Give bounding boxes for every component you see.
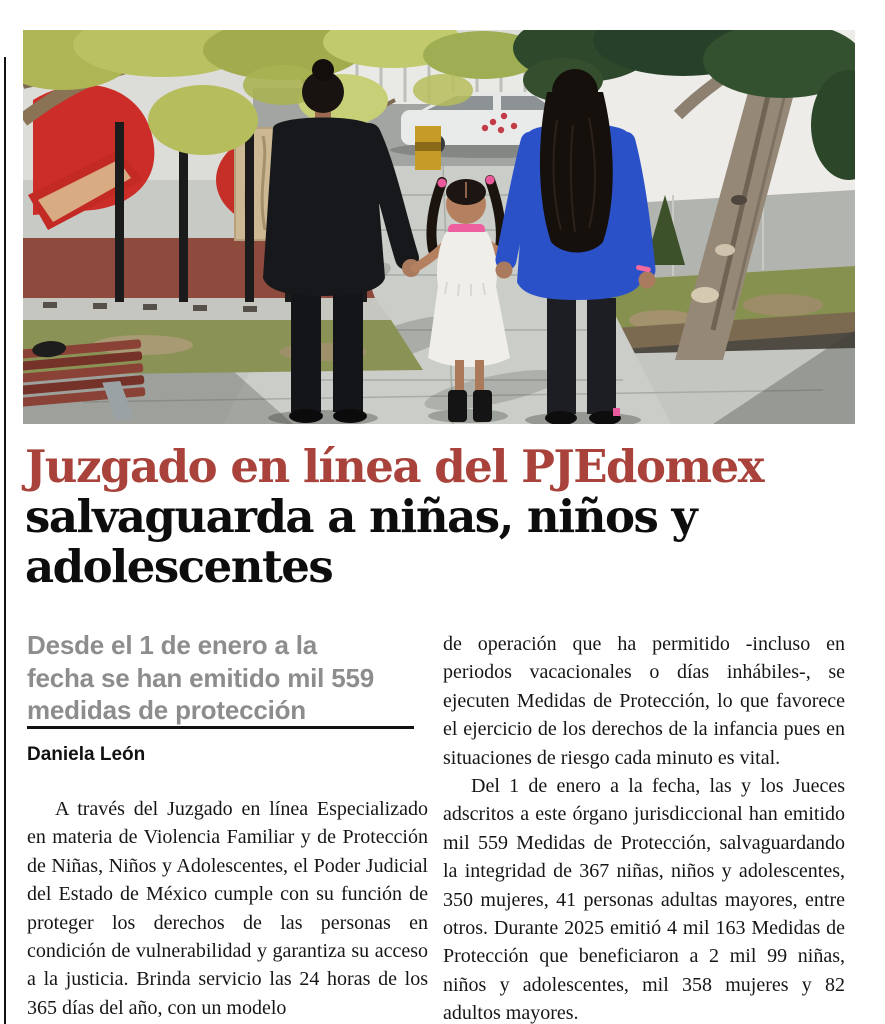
byline-divider (27, 726, 414, 729)
article-photo (23, 30, 855, 424)
headline (25, 442, 857, 592)
byline: Daniela León (27, 744, 146, 765)
left-border-line (4, 57, 6, 1024)
body-column-left (27, 795, 428, 1024)
body-paragraph-3: Del 1 de enero a la fecha, las y los Jueces adscritos a este órgano jurisdiccional han emitido mil 559 Medidas de Protección, salvaguardando la integridad de 367 niñas, niños y adolescentes, 350 mujeres, 41 personas adultas mayores, entre otros. Durante 2025 emitió 4 mil 163 Medidas de Protección que beneficiaron a 2 mil 99 niñas, niños y adolescentes, mil 358 mujeres y 82 adultos mayores. (443, 775, 845, 1024)
subheadline (27, 629, 427, 727)
headline-red-line: Juzgado en línea del PJEdomex (25, 440, 764, 493)
body-paragraph-2: de operación que ha permitido -incluso en periodos vacacionales o días inhábiles-, se ejecuten Medidas de Protección, lo que favorece el ejercicio de los derechos de la infancia pues en situaciones de riesgo cada minuto es vital. (443, 633, 845, 769)
subheadline-line-1: Desde el 1 de enero a la (27, 630, 318, 660)
headline-black-line: salvaguarda a niñas, niños y adolescentes (25, 490, 697, 593)
subheadline-line-2: fecha se han emitido mil 559 (27, 662, 374, 693)
body-column-right (443, 630, 845, 1024)
body-paragraph-1: A través del Juzgado en línea Especializado en materia de Violencia Familiar y de Protección de Niñas, Niños y Adolescentes, el Poder Judicial del Estado de México cumple con su función de proteger los derechos de las personas en condición de vulnerabilidad y garantiza su acceso a la justicia. Brinda servicio las 24 horas de los 365 días del año, con un modelo (27, 798, 428, 1019)
subheadline-line-3: medidas de protección (27, 695, 306, 725)
